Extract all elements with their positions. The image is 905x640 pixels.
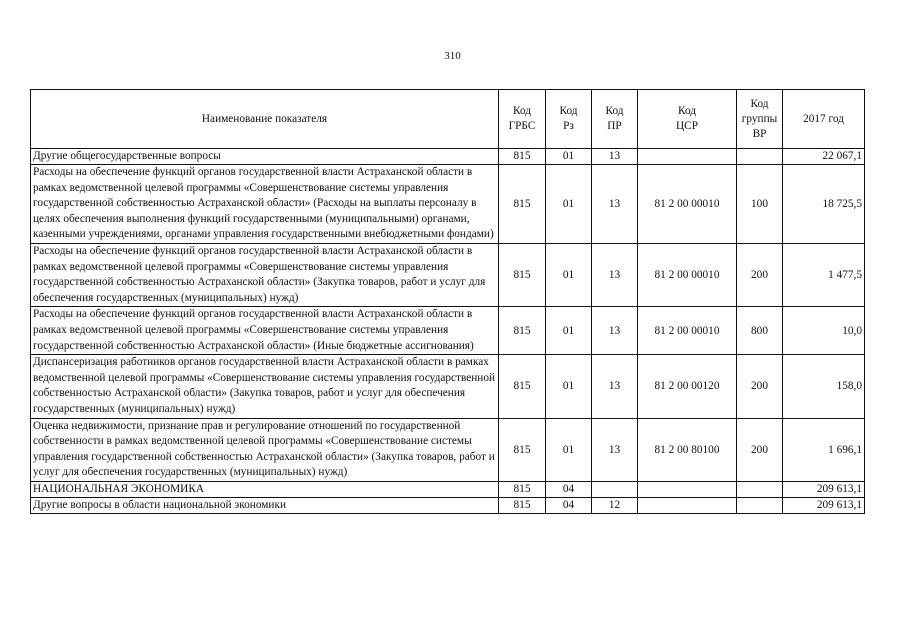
column-header-rz: Код Рз: [546, 90, 592, 149]
row-name: Другие общегосударственные вопросы: [31, 149, 499, 165]
table-row: [31, 497, 865, 513]
row-amount: 18 725,5: [783, 165, 865, 244]
row-csr: [638, 149, 737, 165]
row-pr: 13: [592, 149, 638, 165]
row-rz: 01: [546, 307, 592, 355]
column-header-name: Наименование показателя: [31, 90, 499, 149]
row-grbs: 815: [499, 307, 546, 355]
row-pr: 12: [592, 497, 638, 513]
column-header-pr: Код ПР: [592, 90, 638, 149]
column-header-grbs: Код ГРБС: [499, 90, 546, 149]
row-pr: 13: [592, 355, 638, 418]
row-csr: [638, 481, 737, 497]
row-vr: [737, 497, 783, 513]
row-amount: 209 613,1: [783, 481, 865, 497]
row-name: НАЦИОНАЛЬНАЯ ЭКОНОМИКА: [31, 481, 499, 497]
table-row: [31, 149, 865, 165]
row-amount: 209 613,1: [783, 497, 865, 513]
row-rz: 01: [546, 149, 592, 165]
row-amount: 10,0: [783, 307, 865, 355]
column-header-amount: 2017 год: [783, 90, 865, 149]
row-pr: 13: [592, 418, 638, 481]
row-vr: 200: [737, 355, 783, 418]
column-header-vr: Код группы ВР: [737, 90, 783, 149]
row-grbs: 815: [499, 418, 546, 481]
row-grbs: 815: [499, 355, 546, 418]
row-vr: 100: [737, 165, 783, 244]
row-amount: 1 477,5: [783, 243, 865, 306]
row-name: Другие вопросы в области национальной экономики: [31, 497, 499, 513]
row-name: Расходы на обеспечение функций органов государственной власти Астраханской области в рамках ведомственной целевой программы «Совершенствование системы управления государственной собственностью Астраханской области» (Закупка товаров, работ и услуг для обеспечения государственных (муниципальных) нужд): [31, 243, 499, 306]
row-amount: 158,0: [783, 355, 865, 418]
row-csr: 81 2 00 80100: [638, 418, 737, 481]
row-csr: [638, 497, 737, 513]
table-row: [31, 165, 865, 244]
row-grbs: 815: [499, 165, 546, 244]
row-vr: 200: [737, 418, 783, 481]
row-rz: 01: [546, 243, 592, 306]
row-vr: [737, 149, 783, 165]
row-grbs: 815: [499, 497, 546, 513]
row-amount: 22 067,1: [783, 149, 865, 165]
table-row: [31, 307, 865, 355]
row-name: Расходы на обеспечение функций органов государственной власти Астраханской области в рамках ведомственной целевой программы «Совершенствование системы управления государственной собственностью Астраханской области» (Иные бюджетные ассигнования): [31, 307, 499, 355]
table-row: [31, 481, 865, 497]
row-csr: 81 2 00 00010: [638, 165, 737, 244]
row-rz: 01: [546, 165, 592, 244]
row-name: Диспансеризация работников органов государственной власти Астраханской области в рамках ведомственной целевой программы «Совершенствование системы управления государственной собственностью Астраханской области» (Закупка товаров, работ и услуг для обеспечения государственных (муниципальных) нужд): [31, 355, 499, 418]
row-pr: 13: [592, 243, 638, 306]
row-rz: 01: [546, 355, 592, 418]
page-number: 310: [444, 50, 461, 62]
row-csr: 81 2 00 00010: [638, 307, 737, 355]
row-name: Расходы на обеспечение функций органов государственной власти Астраханской области в рамках ведомственной целевой программы «Совершенствование системы управления государственной собственностью Астраханской области» (Расходы на выплаты персоналу в целях обеспечения выполнения функций государственными (муниципальными) органами, казенными учреждениями, органами управления государственными внебюджетными фондами): [31, 165, 499, 244]
column-header-csr: Код ЦСР: [638, 90, 737, 149]
row-rz: 04: [546, 481, 592, 497]
row-grbs: 815: [499, 243, 546, 306]
budget-table: [30, 89, 865, 514]
row-vr: 200: [737, 243, 783, 306]
table-row: [31, 418, 865, 481]
row-pr: [592, 481, 638, 497]
table-row: [31, 355, 865, 418]
row-pr: 13: [592, 165, 638, 244]
row-pr: 13: [592, 307, 638, 355]
row-grbs: 815: [499, 481, 546, 497]
row-vr: 800: [737, 307, 783, 355]
row-csr: 81 2 00 00010: [638, 243, 737, 306]
row-name: Оценка недвижимости, признание прав и регулирование отношений по государственной собственности в рамках ведомственной целевой программы «Совершенствование системы управления государственной собственностью Астраханской области» (Закупка товаров, работ и услуг для обеспечения государственных (муниципальных) нужд): [31, 418, 499, 481]
row-vr: [737, 481, 783, 497]
table-row: [31, 243, 865, 306]
table-header-row: [31, 90, 865, 149]
row-rz: 04: [546, 497, 592, 513]
row-grbs: 815: [499, 149, 546, 165]
row-rz: 01: [546, 418, 592, 481]
row-amount: 1 696,1: [783, 418, 865, 481]
row-csr: 81 2 00 00120: [638, 355, 737, 418]
